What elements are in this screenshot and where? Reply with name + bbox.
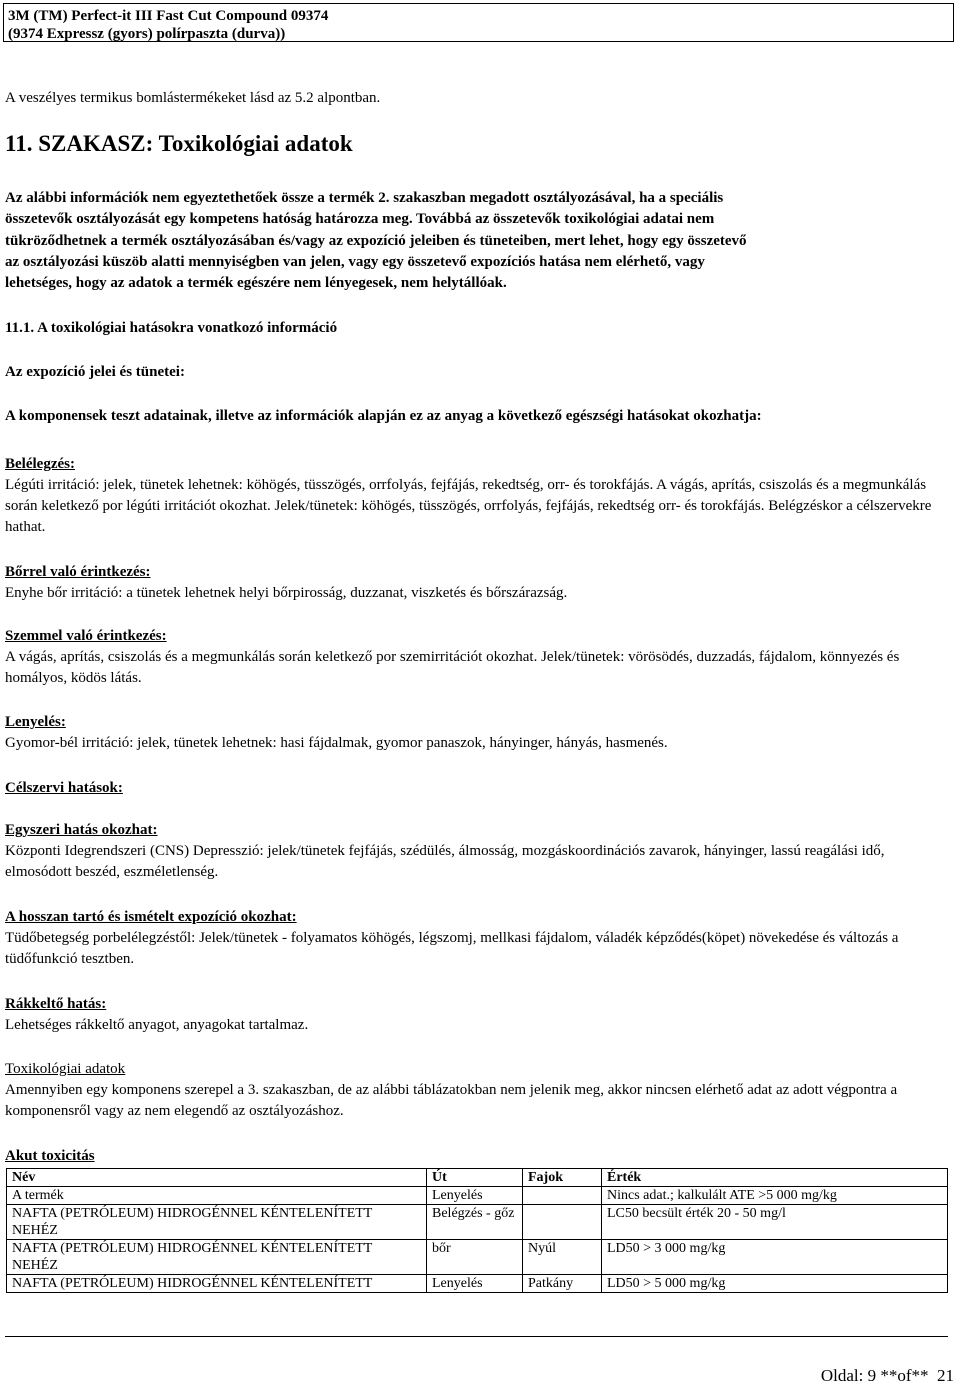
cell-value: LD50 > 3 000 mg/kg (602, 1240, 948, 1275)
exposure-heading: Az expozíció jelei és tünetei: (5, 364, 185, 380)
tox-data-text: Amennyiben egy komponens szerepel a 3. szakaszban, de az alábbi táblázatokban nem jelenik meg, akkor nincsen elérhető adat az adott végpontra a komponensről vagy az nem elegendő az osztályozáshoz. (5, 1082, 898, 1119)
product-subname: (9374 Expressz (gyors) polírpaszta (durva)) (8, 26, 286, 42)
cell-name: NAFTA (PETRÓLEUM) HIDROGÉNNEL KÉNTELENÍTETT (7, 1275, 427, 1293)
acute-toxicity-heading: Akut toxicitás (5, 1148, 95, 1164)
target-organ-heading: Célszervi hatások: (5, 780, 123, 796)
tox-data-block (5, 1059, 954, 1122)
components-note: A komponensek teszt adatainak, illetve az információk alapján ez az anyag a következő egészségi hatásokat okozhatja: (5, 408, 762, 424)
footer-divider (5, 1336, 948, 1337)
column-header-name: Név (7, 1169, 427, 1187)
table-row (7, 1187, 948, 1205)
cell-route: Lenyelés (427, 1187, 523, 1205)
tox-data-heading: Toxikológiai adatok (5, 1061, 126, 1077)
cell-value: Nincs adat.; kalkulált ATE >5 000 mg/kg (602, 1187, 948, 1205)
cell-value: LC50 becsült érték 20 - 50 mg/l (602, 1205, 948, 1240)
section-title: 11. SZAKASZ: Toxikológiai adatok (5, 131, 353, 156)
cell-species (523, 1187, 602, 1205)
skin-text: Enyhe bőr irritáció: a tünetek lehetnek helyi bőrpirosság, duzzanat, viszketés és bőrszárazság. (5, 585, 568, 601)
table-row (7, 1240, 948, 1275)
single-exposure-block (5, 820, 954, 883)
cell-species: Patkány (523, 1275, 602, 1293)
carcinogenicity-heading: Rákkeltő hatás: (5, 996, 107, 1012)
single-exposure-heading: Egyszeri hatás okozhat: (5, 822, 158, 838)
skin-heading: Bőrrel való érintkezés: (5, 564, 151, 580)
column-header-route: Út (427, 1169, 523, 1187)
repeated-exposure-block (5, 907, 954, 970)
column-header-value: Érték (602, 1169, 948, 1187)
table-row (7, 1205, 948, 1240)
repeated-exposure-text: Tüdőbetegség porbelélegzéstől: Jelek/tünetek - folyamatos köhögés, légszomj, mellkasi fájdalom, váladék képződés(köpet) növekedése és változás a tüdőfunkció tesztben. (5, 930, 899, 967)
ingestion-text: Gyomor-bél irritáció: jelek, tünetek lehetnek: hasi fájdalmak, gyomor panaszok, hányinger, hányás, hasmenés. (5, 735, 668, 751)
cell-route: Belégzés - gőz (427, 1205, 523, 1240)
intro-line: az osztályozási küszöb alatti mennyiségben van jelen, vagy egy összetevő expozíciós hatása nem elérhető, vagy (5, 253, 705, 270)
ingestion-block (5, 712, 954, 754)
cell-species: Nyúl (523, 1240, 602, 1275)
table-header-row (7, 1169, 948, 1187)
cell-species (523, 1205, 602, 1240)
intro-line: Az alábbi információk nem egyeztethetőek össze a termék 2. szakaszban megadott osztályozásával, ha a speciális (5, 190, 724, 206)
eye-block (5, 626, 954, 689)
thermal-decomposition-note: A veszélyes termikus bomlástermékeket lásd az 5.2 alpontban. (5, 90, 381, 106)
skin-block (5, 562, 954, 604)
column-header-species: Fajok (523, 1169, 602, 1187)
document-header (3, 3, 954, 42)
eye-heading: Szemmel való érintkezés: (5, 628, 167, 644)
intro-line: tükröződhetnek a termék osztályozásában és/vagy az expozíció jeleiben és tüneteiben, mert lehet, hogy egy összetevő (5, 232, 747, 249)
inhalation-block (5, 454, 954, 538)
inhalation-text: Légúti irritáció: jelek, tünetek lehetnek: köhögés, tüsszögés, orrfolyás, fejfájás, rekedtség, orr- és torokfájás. A vágás, aprítás, csiszolás és a megmunkálás során keletkező por légúti irritációt okozhat. Jelek/tünetek: köhögés, tüsszögés, orrfolyás, fejfájás, rekedtség orr- és torokfájás. Belégzéskor a célszervekre hathat. (5, 477, 932, 535)
acute-toxicity-table (6, 1168, 948, 1293)
cell-route: bőr (427, 1240, 523, 1275)
eye-text: A vágás, aprítás, csiszolás és a megmunkálás során keletkező por szemirritációt okozhat. Jelek/tünetek: vörösödés, duzzadás, fájdalom, könnyezés és homályos, ködös látás. (5, 649, 900, 686)
cell-name: NAFTA (PETRÓLEUM) HIDROGÉNNEL KÉNTELENÍTETT NEHÉZ (7, 1205, 427, 1240)
product-name: 3M (TM) Perfect-it III Fast Cut Compound 09374 (8, 8, 329, 24)
single-exposure-text: Központi Idegrendszeri (CNS) Depresszió: jelek/tünetek fejfájás, szédülés, álmosság, mozgáskoordinációs zavarok, hányinger, lassú reagálási idő, elmosódott beszéd, eszméletlenség. (5, 843, 885, 880)
subsection-title: 11.1. A toxikológiai hatásokra vonatkozó információ (5, 320, 338, 336)
intro-line: lehetséges, hogy az adatok a termék egészére nem lényegesek, nem helytállóak. (5, 275, 507, 292)
page-number: Oldal: 9 **of** 21 (820, 1366, 954, 1385)
carcinogenicity-text: Lehetséges rákkeltő anyagot, anyagokat tartalmaz. (5, 1017, 309, 1033)
cell-name: NAFTA (PETRÓLEUM) HIDROGÉNNEL KÉNTELENÍTETT NEHÉZ (7, 1240, 427, 1275)
inhalation-heading: Belélegzés: (5, 456, 75, 472)
section-intro (5, 188, 954, 294)
cell-route: Lenyelés (427, 1275, 523, 1293)
repeated-exposure-heading: A hosszan tartó és ismételt expozíció okozhat: (5, 909, 297, 925)
table-row (7, 1275, 948, 1293)
cell-name: A termék (7, 1187, 427, 1205)
intro-line: összetevők osztályozását egy kompetens hatóság határozza meg. Továbbá az összetevők toxikológiai adatai nem (5, 211, 715, 228)
ingestion-heading: Lenyelés: (5, 714, 66, 730)
cell-value: LD50 > 5 000 mg/kg (602, 1275, 948, 1293)
carcinogenicity-block (5, 994, 954, 1036)
